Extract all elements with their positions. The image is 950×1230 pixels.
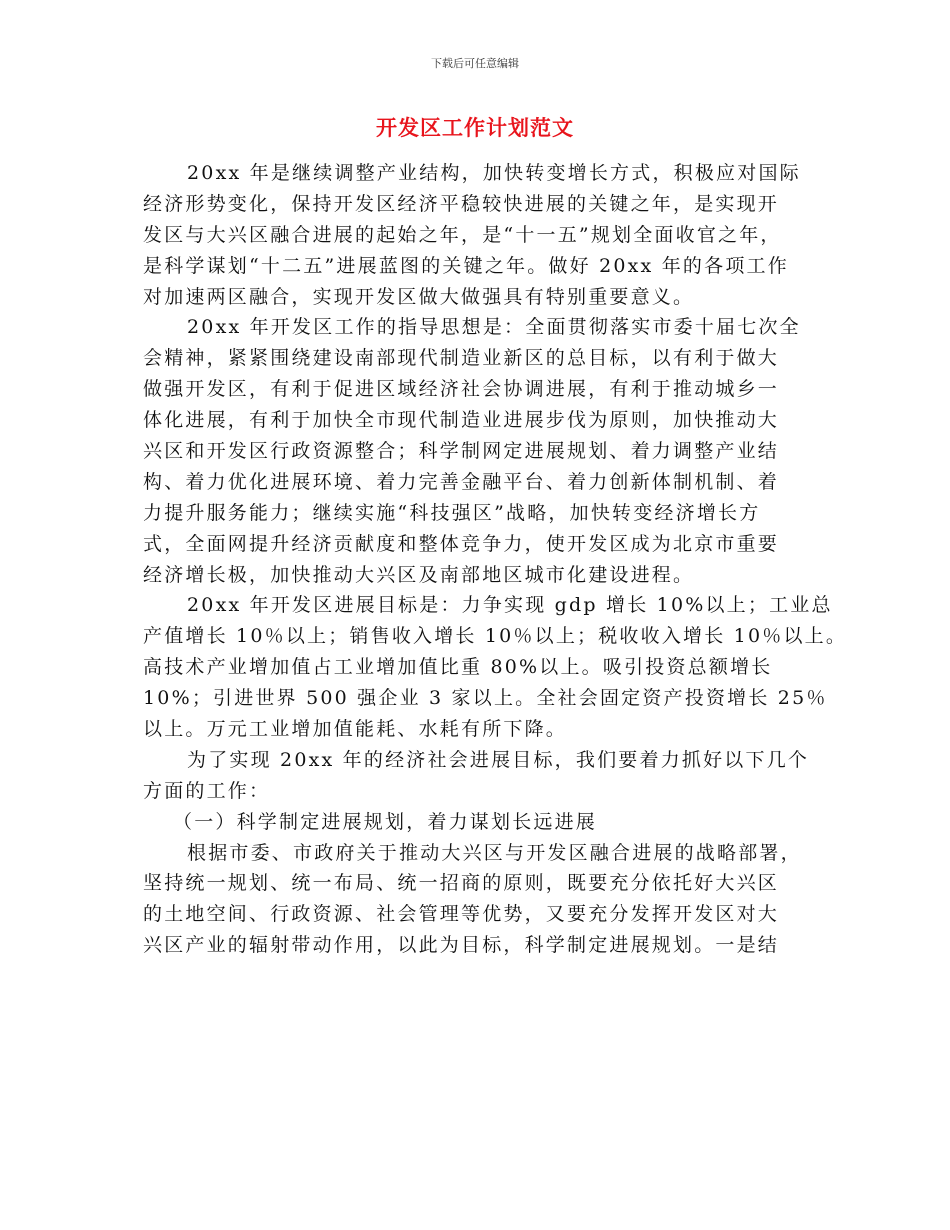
text-line: 坚持统一规划、统一布局、统一招商的原则，既要充分依托好大兴区 [143,872,780,895]
text-line: 发区与大兴区融合进展的起始之年，是“十一五”规划全面收官之年， [143,223,782,246]
text-line: 20xx 年是继续调整产业结构，加快转变增长方式，积极应对国际 [187,162,801,184]
text-line: 产值增长 10％以上；销售收入增长 10％以上；税收收入增长 10％以上。 [143,625,848,648]
text-line: 会精神，紧紧围绕建设南部现代制造业新区的总目标，以有利于做大 [143,347,780,370]
text-line: （一）科学制定进展规划，着力谋划长远进展 [173,810,598,833]
text-line: 的土地空间、行政资源、社会管理等优势，又要充分发挥开发区对大 [143,903,780,926]
document-body [143,158,848,961]
text-line: 以上。万元工业增加值能耗、水耗有所下降。 [143,718,568,741]
text-line: 做强开发区，有利于促进区域经济社会协调进展，有利于推动城乡一 [143,378,780,401]
text-line: 力提升服务能力；继续实施“科技强区”战略，加快转变经济增长方 [143,501,761,524]
text-line: 兴区产业的辐射带动作用，以此为目标，科学制定进展规划。一是结 [143,934,780,957]
text-line: 体化进展，有利于加快全市现代制造业进展步伐为原则，加快推动大 [143,409,780,432]
text-line: 式，全面网提升经济贡献度和整体竞争力，使开发区成为北京市重要 [143,532,780,555]
text-line: 对加速两区融合，实现开发区做大做强具有特别重要意义。 [143,285,695,308]
text-line: 构、着力优化进展环境、着力完善金融平台、着力创新体制机制、着 [143,470,780,493]
header-note: 下载后可任意编辑 [431,57,519,70]
text-line: 兴区和开发区行政资源整合；科学制网定进展规划、着力调整产业结 [143,440,780,463]
text-line: 20xx 年开发区工作的指导思想是：全面贯彻落实市委十届七次全 [187,316,801,339]
text-line: 方面的工作： [143,779,271,802]
text-line: 10%；引进世界 500 强企业 3 家以上。全社会固定资产投资增长 25％ [143,687,828,710]
text-line: 20xx 年开发区进展目标是：力争实现 gdp 增长 10%以上；工业总 [187,594,833,617]
text-line: 高技术产业增加值占工业增加值比重 80%以上。吸引投资总额增长 [143,656,773,679]
text-line: 经济增长极，加快推动大兴区及南部地区城市化建设进程。 [143,563,695,586]
text-line: 根据市委、市政府关于推动大兴区与开发区融合进展的战略部署， [187,841,802,864]
document-title: 开发区工作计划范文 [376,116,574,140]
text-line: 为了实现 20xx 年的经济社会进展目标，我们要着力抓好以下几个 [187,748,810,771]
text-line: 是科学谋划“十二五”进展蓝图的关键之年。做好 20xx 年的各项工作 [143,254,789,277]
text-line: 经济形势变化，保持开发区经济平稳较快进展的关键之年，是实现开 [143,192,780,215]
